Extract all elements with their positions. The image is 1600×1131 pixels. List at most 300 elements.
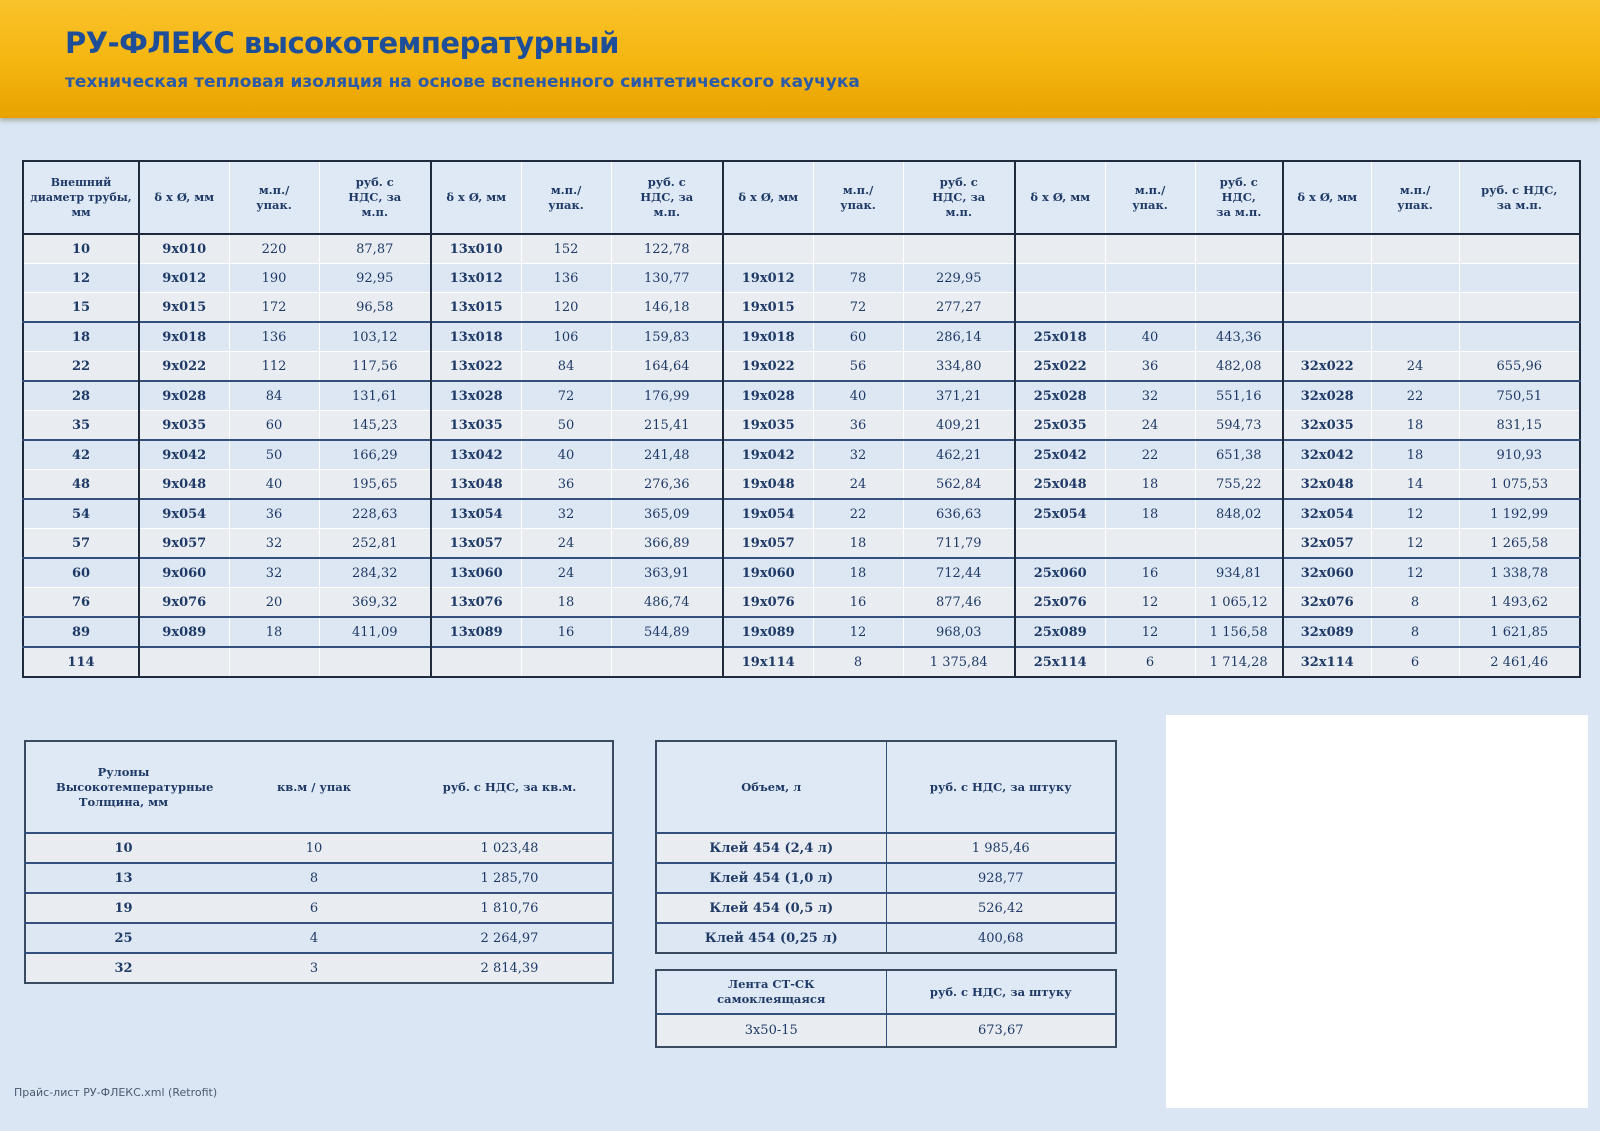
- size-cell: 25х060: [1015, 558, 1105, 588]
- size-cell: 9х018: [139, 322, 229, 352]
- price-cell: [1459, 293, 1580, 323]
- size-cell: 32х114: [1283, 647, 1371, 677]
- pack-cell: 32: [1105, 381, 1195, 411]
- size-cell: 13х048: [431, 470, 521, 500]
- pack-cell: 24: [1105, 411, 1195, 441]
- price-cell: [1459, 234, 1580, 264]
- size-cell: [431, 647, 521, 677]
- pack-cell: 24: [521, 558, 611, 588]
- column-header-thickness: Рулоны Высокотемпературные Толщина, мм: [25, 741, 221, 833]
- price-cell: 284,32: [319, 558, 431, 588]
- pack-cell: [1371, 234, 1459, 264]
- pack-cell: 6: [1105, 647, 1195, 677]
- size-cell: 13х022: [431, 352, 521, 382]
- price-cell: [1459, 264, 1580, 293]
- pack-cell: [229, 647, 319, 677]
- price-cell: 1 714,28: [1195, 647, 1283, 677]
- price-cell: 1 493,62: [1459, 588, 1580, 618]
- table-row: [25, 863, 613, 893]
- size-cell: 19х012: [723, 264, 813, 293]
- page-subtitle: техническая тепловая изоляция на основе вспененного синтетического каучука: [65, 72, 860, 92]
- size-cell: 9х015: [139, 293, 229, 323]
- size-cell: [1015, 293, 1105, 323]
- pipe-diameter-cell: 18: [23, 322, 139, 352]
- pipe-diameter-cell: 76: [23, 588, 139, 618]
- table-header-row: [23, 161, 1580, 234]
- pipe-diameter-cell: 28: [23, 381, 139, 411]
- pack-cell: 136: [229, 322, 319, 352]
- price-cell: 1 065,12: [1195, 588, 1283, 618]
- size-cell: 19х057: [723, 529, 813, 559]
- price-cell: 164,64: [611, 352, 723, 382]
- price-cell: 228,63: [319, 499, 431, 529]
- pack-cell: 6: [1371, 647, 1459, 677]
- pack-cell: 36: [1105, 352, 1195, 382]
- price-cell: 651,38: [1195, 440, 1283, 470]
- pack-cell: [1371, 322, 1459, 352]
- size-cell: [1283, 264, 1371, 293]
- price-cell: [1459, 322, 1580, 352]
- price-cell: 1 285,70: [407, 863, 613, 893]
- pack-cell: 8: [1371, 588, 1459, 618]
- pack-cell: [1105, 234, 1195, 264]
- price-cell: 92,95: [319, 264, 431, 293]
- size-cell: 13х012: [431, 264, 521, 293]
- price-cell: 87,87: [319, 234, 431, 264]
- pipe-diameter-cell: 10: [23, 234, 139, 264]
- size-cell: 25х048: [1015, 470, 1105, 500]
- table-row: [23, 352, 1580, 382]
- price-cell: 371,21: [903, 381, 1015, 411]
- pack-cell: 18: [521, 588, 611, 618]
- table-row: [23, 588, 1580, 618]
- price-cell: 400,68: [886, 923, 1116, 953]
- price-cell: 1 810,76: [407, 893, 613, 923]
- table-row: [23, 234, 1580, 264]
- price-cell: 1 075,53: [1459, 470, 1580, 500]
- thickness-cell: 19: [25, 893, 221, 923]
- pipe-diameter-cell: 57: [23, 529, 139, 559]
- column-header-pack: м.п./ упак.: [813, 161, 903, 234]
- column-header-pack: м.п./ упак.: [1105, 161, 1195, 234]
- size-cell: 9х028: [139, 381, 229, 411]
- pack-cell: 18: [813, 558, 903, 588]
- size-cell: 19х089: [723, 617, 813, 647]
- pack-cell: 40: [1105, 322, 1195, 352]
- table-row: [25, 953, 613, 983]
- column-header-size: δ х Ø, мм: [139, 161, 229, 234]
- price-cell: [611, 647, 723, 677]
- price-cell: 831,15: [1459, 411, 1580, 441]
- pipe-diameter-cell: 42: [23, 440, 139, 470]
- size-cell: [1283, 293, 1371, 323]
- table-row: [23, 264, 1580, 293]
- size-cell: 25х054: [1015, 499, 1105, 529]
- price-cell: 130,77: [611, 264, 723, 293]
- price-cell: 277,27: [903, 293, 1015, 323]
- table-row: [23, 322, 1580, 352]
- table-row: [25, 893, 613, 923]
- price-cell: [1195, 293, 1283, 323]
- pack-cell: 10: [221, 833, 407, 863]
- table-row: [23, 293, 1580, 323]
- size-cell: 19х076: [723, 588, 813, 618]
- pack-cell: 60: [229, 411, 319, 441]
- size-cell: 13х089: [431, 617, 521, 647]
- price-cell: 462,21: [903, 440, 1015, 470]
- size-cell: 19х018: [723, 322, 813, 352]
- price-cell: 241,48: [611, 440, 723, 470]
- size-cell: 9х048: [139, 470, 229, 500]
- size-cell: 13х054: [431, 499, 521, 529]
- column-header-price: руб. с НДС, за штуку: [886, 741, 1116, 833]
- pack-cell: 12: [1371, 499, 1459, 529]
- size-cell: 13х028: [431, 381, 521, 411]
- column-header-price: руб. с НДС, за м.п.: [1459, 161, 1580, 234]
- size-cell: 13х010: [431, 234, 521, 264]
- price-cell: 673,67: [886, 1014, 1116, 1047]
- price-cell: 366,89: [611, 529, 723, 559]
- price-cell: 411,09: [319, 617, 431, 647]
- table-header-row: [25, 741, 613, 833]
- size-cell: 13х060: [431, 558, 521, 588]
- price-cell: 910,93: [1459, 440, 1580, 470]
- price-cell: 146,18: [611, 293, 723, 323]
- thickness-cell: 25: [25, 923, 221, 953]
- size-cell: 9х012: [139, 264, 229, 293]
- tape-price-table: [655, 969, 1117, 1048]
- price-cell: 1 985,46: [886, 833, 1116, 863]
- size-cell: [139, 647, 229, 677]
- size-cell: 32х054: [1283, 499, 1371, 529]
- pack-cell: [1105, 293, 1195, 323]
- column-header-tape-name: Лента СТ-СК самоклеящаяся: [656, 970, 886, 1014]
- pack-cell: 32: [229, 558, 319, 588]
- size-cell: 9х035: [139, 411, 229, 441]
- price-cell: 195,65: [319, 470, 431, 500]
- size-cell: [1283, 322, 1371, 352]
- pack-cell: 18: [1105, 499, 1195, 529]
- pack-cell: 3: [221, 953, 407, 983]
- price-cell: 1 338,78: [1459, 558, 1580, 588]
- size-cell: [1015, 234, 1105, 264]
- pack-cell: [521, 647, 611, 677]
- column-header-size: δ х Ø, мм: [1283, 161, 1371, 234]
- size-cell: 25х022: [1015, 352, 1105, 382]
- table-row: [23, 558, 1580, 588]
- size-cell: 32х042: [1283, 440, 1371, 470]
- price-cell: 2 814,39: [407, 953, 613, 983]
- size-cell: 32х022: [1283, 352, 1371, 382]
- column-header-pack: м.п./ упак.: [521, 161, 611, 234]
- table-row: [23, 470, 1580, 500]
- price-cell: 482,08: [1195, 352, 1283, 382]
- price-cell: 848,02: [1195, 499, 1283, 529]
- pipe-diameter-cell: 114: [23, 647, 139, 677]
- size-cell: 19х042: [723, 440, 813, 470]
- price-cell: 363,91: [611, 558, 723, 588]
- pack-cell: 32: [521, 499, 611, 529]
- table-row: [25, 923, 613, 953]
- size-cell: 25х076: [1015, 588, 1105, 618]
- price-cell: 1 192,99: [1459, 499, 1580, 529]
- table-row: [23, 499, 1580, 529]
- price-cell: 562,84: [903, 470, 1015, 500]
- pack-cell: 56: [813, 352, 903, 382]
- size-cell: 13х076: [431, 588, 521, 618]
- price-cell: 286,14: [903, 322, 1015, 352]
- price-cell: 159,83: [611, 322, 723, 352]
- price-cell: 551,16: [1195, 381, 1283, 411]
- pack-cell: 120: [521, 293, 611, 323]
- pack-cell: 24: [813, 470, 903, 500]
- tape-size-cell: 3х50-15: [656, 1014, 886, 1047]
- price-cell: 276,36: [611, 470, 723, 500]
- pack-cell: 18: [1105, 470, 1195, 500]
- price-cell: 365,09: [611, 499, 723, 529]
- page-title: РУ-ФЛЕКС высокотемпературный: [65, 26, 619, 60]
- table-row: [23, 529, 1580, 559]
- pack-cell: 32: [229, 529, 319, 559]
- size-cell: 13х057: [431, 529, 521, 559]
- price-cell: 252,81: [319, 529, 431, 559]
- pack-cell: 22: [1105, 440, 1195, 470]
- pack-cell: 50: [229, 440, 319, 470]
- pack-cell: [1371, 264, 1459, 293]
- size-cell: 19х054: [723, 499, 813, 529]
- pack-cell: 16: [1105, 558, 1195, 588]
- pack-cell: 106: [521, 322, 611, 352]
- pack-cell: 20: [229, 588, 319, 618]
- price-cell: 96,58: [319, 293, 431, 323]
- price-cell: [1195, 234, 1283, 264]
- pack-cell: 112: [229, 352, 319, 382]
- size-cell: 32х028: [1283, 381, 1371, 411]
- pack-cell: 16: [521, 617, 611, 647]
- pack-cell: 16: [813, 588, 903, 618]
- pipe-diameter-cell: 54: [23, 499, 139, 529]
- table-header-row: [656, 741, 1116, 833]
- pack-cell: 40: [521, 440, 611, 470]
- price-cell: [319, 647, 431, 677]
- price-cell: 712,44: [903, 558, 1015, 588]
- pack-cell: 22: [813, 499, 903, 529]
- pack-cell: 72: [813, 293, 903, 323]
- size-cell: 25х018: [1015, 322, 1105, 352]
- pack-cell: 18: [1371, 440, 1459, 470]
- price-cell: 750,51: [1459, 381, 1580, 411]
- table-row: [656, 923, 1116, 953]
- price-cell: 1 023,48: [407, 833, 613, 863]
- pack-cell: 24: [1371, 352, 1459, 382]
- size-cell: 9х042: [139, 440, 229, 470]
- pack-cell: 60: [813, 322, 903, 352]
- pipe-diameter-cell: 89: [23, 617, 139, 647]
- size-cell: [1015, 264, 1105, 293]
- size-cell: 25х042: [1015, 440, 1105, 470]
- size-cell: 13х042: [431, 440, 521, 470]
- pack-cell: 12: [1105, 588, 1195, 618]
- column-header-price: руб. с НДС, за м.п.: [319, 161, 431, 234]
- pack-cell: 172: [229, 293, 319, 323]
- column-header-price: руб. с НДС, за м.п.: [611, 161, 723, 234]
- size-cell: 9х076: [139, 588, 229, 618]
- price-cell: 877,46: [903, 588, 1015, 618]
- price-cell: 934,81: [1195, 558, 1283, 588]
- size-cell: 9х054: [139, 499, 229, 529]
- table-row: [25, 833, 613, 863]
- table-row: [23, 381, 1580, 411]
- pack-cell: 8: [1371, 617, 1459, 647]
- size-cell: 32х035: [1283, 411, 1371, 441]
- price-cell: 594,73: [1195, 411, 1283, 441]
- size-cell: 25х114: [1015, 647, 1105, 677]
- pack-cell: 32: [813, 440, 903, 470]
- pack-cell: 36: [813, 411, 903, 441]
- column-header-pipe: Внешний диаметр трубы, мм: [23, 161, 139, 234]
- size-cell: 25х028: [1015, 381, 1105, 411]
- table-row: [23, 647, 1580, 677]
- price-cell: 229,95: [903, 264, 1015, 293]
- price-cell: 928,77: [886, 863, 1116, 893]
- pack-cell: 78: [813, 264, 903, 293]
- price-cell: 755,22: [1195, 470, 1283, 500]
- pack-cell: 18: [813, 529, 903, 559]
- pack-cell: [1105, 529, 1195, 559]
- thickness-cell: 10: [25, 833, 221, 863]
- pack-cell: [813, 234, 903, 264]
- pack-cell: 6: [221, 893, 407, 923]
- size-cell: 13х015: [431, 293, 521, 323]
- pipe-diameter-cell: 22: [23, 352, 139, 382]
- price-cell: 486,74: [611, 588, 723, 618]
- price-cell: 2 264,97: [407, 923, 613, 953]
- glue-name-cell: Клей 454 (0,5 л): [656, 893, 886, 923]
- pack-cell: 40: [229, 470, 319, 500]
- column-header-price: руб. с НДС, за м.п.: [903, 161, 1015, 234]
- table-row: [656, 893, 1116, 923]
- size-cell: 25х035: [1015, 411, 1105, 441]
- pack-cell: 18: [1371, 411, 1459, 441]
- price-cell: 409,21: [903, 411, 1015, 441]
- price-cell: [1195, 264, 1283, 293]
- price-cell: 1 156,58: [1195, 617, 1283, 647]
- size-cell: 32х048: [1283, 470, 1371, 500]
- size-cell: 9х060: [139, 558, 229, 588]
- pack-cell: 18: [229, 617, 319, 647]
- column-header-price: руб. с НДС, за кв.м.: [407, 741, 613, 833]
- pack-cell: 8: [221, 863, 407, 893]
- price-cell: 443,36: [1195, 322, 1283, 352]
- size-cell: 19х060: [723, 558, 813, 588]
- pack-cell: 136: [521, 264, 611, 293]
- price-cell: 103,12: [319, 322, 431, 352]
- column-header-price: руб. с НДС, за м.п.: [1195, 161, 1283, 234]
- thickness-cell: 32: [25, 953, 221, 983]
- price-cell: 166,29: [319, 440, 431, 470]
- size-cell: 9х089: [139, 617, 229, 647]
- blank-area: [1166, 715, 1588, 1108]
- pack-cell: 14: [1371, 470, 1459, 500]
- size-cell: 19х048: [723, 470, 813, 500]
- pack-cell: 12: [1371, 529, 1459, 559]
- price-cell: 215,41: [611, 411, 723, 441]
- pipe-diameter-cell: 15: [23, 293, 139, 323]
- price-cell: 544,89: [611, 617, 723, 647]
- thickness-cell: 13: [25, 863, 221, 893]
- pack-cell: 152: [521, 234, 611, 264]
- pipe-diameter-cell: 60: [23, 558, 139, 588]
- price-cell: 117,56: [319, 352, 431, 382]
- pipe-diameter-cell: 35: [23, 411, 139, 441]
- pack-cell: 36: [521, 470, 611, 500]
- pack-cell: [1371, 293, 1459, 323]
- price-cell: 1 621,85: [1459, 617, 1580, 647]
- pack-cell: 84: [521, 352, 611, 382]
- glue-name-cell: Клей 454 (2,4 л): [656, 833, 886, 863]
- price-cell: 968,03: [903, 617, 1015, 647]
- price-cell: 1 375,84: [903, 647, 1015, 677]
- price-cell: 655,96: [1459, 352, 1580, 382]
- price-cell: 2 461,46: [1459, 647, 1580, 677]
- pack-cell: 4: [221, 923, 407, 953]
- column-header-price: руб. с НДС, за штуку: [886, 970, 1116, 1014]
- size-cell: 13х035: [431, 411, 521, 441]
- size-cell: 9х022: [139, 352, 229, 382]
- size-cell: 19х035: [723, 411, 813, 441]
- column-header-pack: м.п./ упак.: [229, 161, 319, 234]
- footer-note: Прайс-лист РУ-ФЛЕКС.xml (Retrofit): [14, 1086, 218, 1099]
- table-row: [656, 863, 1116, 893]
- column-header-size: δ х Ø, мм: [431, 161, 521, 234]
- price-cell: 122,78: [611, 234, 723, 264]
- pack-cell: [1105, 264, 1195, 293]
- table-header-row: [656, 970, 1116, 1014]
- pack-cell: 12: [1371, 558, 1459, 588]
- price-cell: 334,80: [903, 352, 1015, 382]
- pack-cell: 12: [813, 617, 903, 647]
- size-cell: 13х018: [431, 322, 521, 352]
- table-row: [23, 440, 1580, 470]
- price-cell: 145,23: [319, 411, 431, 441]
- glue-name-cell: Клей 454 (0,25 л): [656, 923, 886, 953]
- column-header-size: δ х Ø, мм: [1015, 161, 1105, 234]
- size-cell: 9х057: [139, 529, 229, 559]
- size-cell: 32х057: [1283, 529, 1371, 559]
- pack-cell: 220: [229, 234, 319, 264]
- size-cell: 25х089: [1015, 617, 1105, 647]
- size-cell: 19х015: [723, 293, 813, 323]
- table-row: [656, 833, 1116, 863]
- size-cell: [723, 234, 813, 264]
- pack-cell: 190: [229, 264, 319, 293]
- column-header-volume: Объем, л: [656, 741, 886, 833]
- price-cell: [903, 234, 1015, 264]
- pack-cell: 22: [1371, 381, 1459, 411]
- size-cell: 32х060: [1283, 558, 1371, 588]
- pipe-insulation-price-table: [22, 160, 1581, 678]
- price-cell: 176,99: [611, 381, 723, 411]
- price-cell: 131,61: [319, 381, 431, 411]
- pipe-diameter-cell: 48: [23, 470, 139, 500]
- table-row: [23, 411, 1580, 441]
- pack-cell: 84: [229, 381, 319, 411]
- pack-cell: 40: [813, 381, 903, 411]
- glue-price-table: [655, 740, 1117, 954]
- size-cell: 19х022: [723, 352, 813, 382]
- pack-cell: 12: [1105, 617, 1195, 647]
- price-cell: 636,63: [903, 499, 1015, 529]
